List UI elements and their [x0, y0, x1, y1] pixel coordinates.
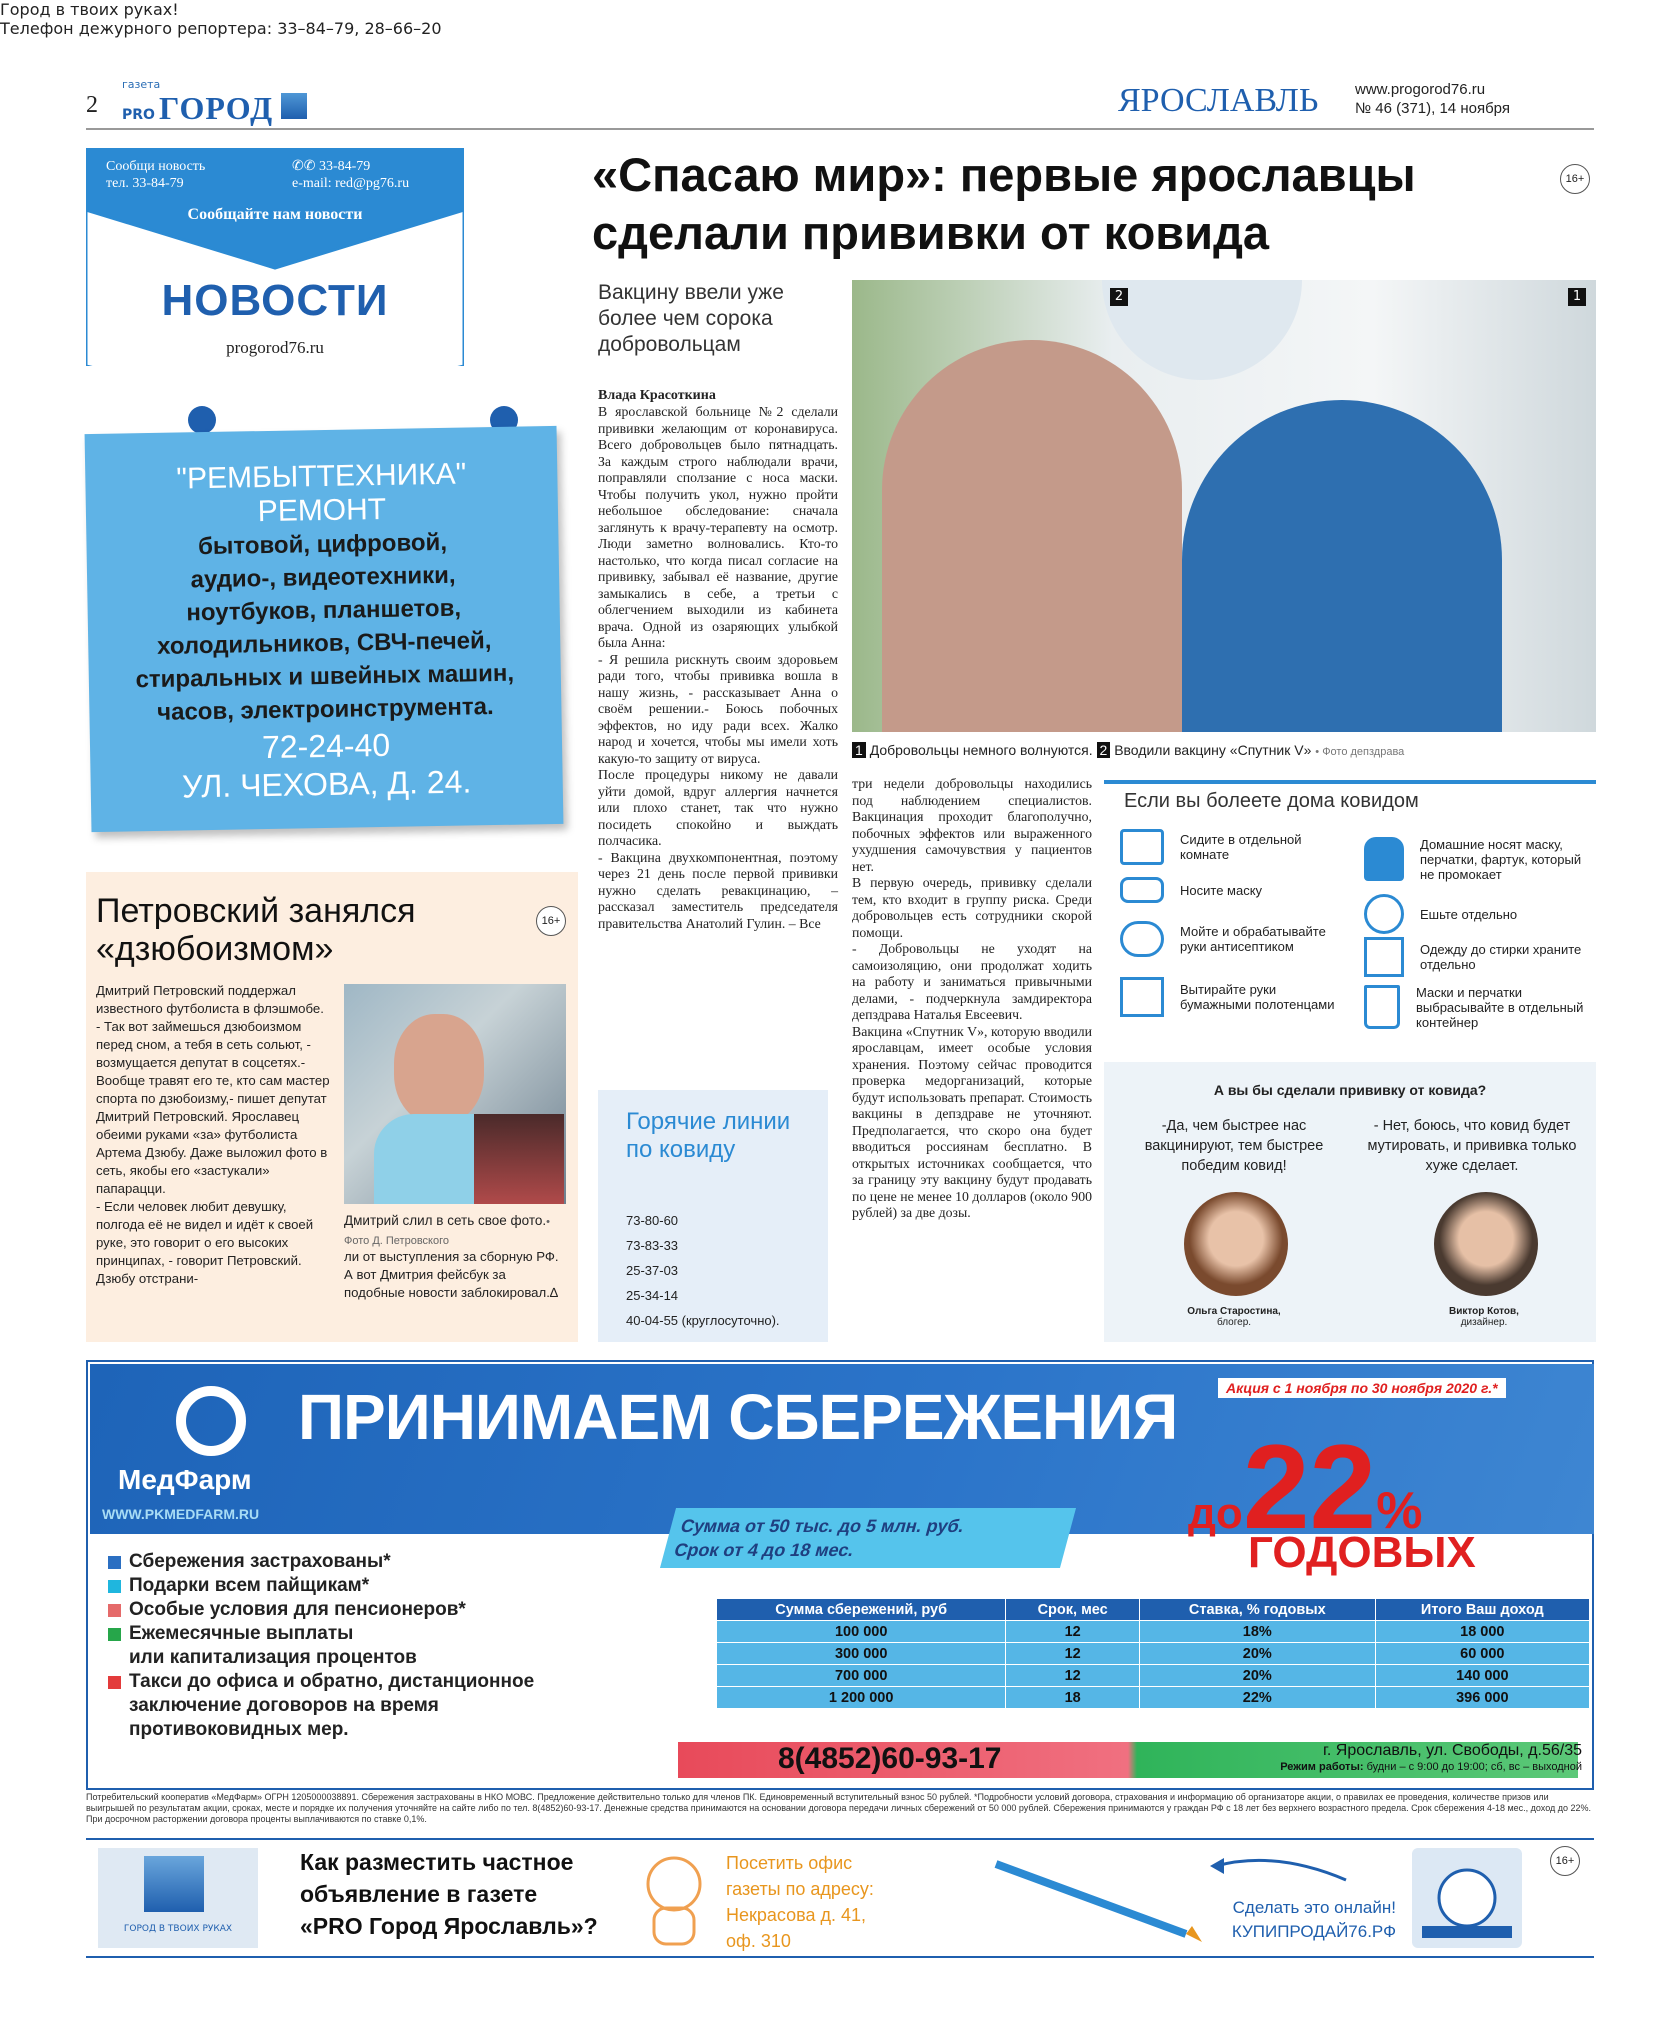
ad-phone[interactable]: 8(4852)60-93-17 — [778, 1742, 1002, 1775]
article-column-2: три недели добровольцы находились под наблюдением специалистов. Вакцинация проходит благополучно, побочных эффектов или выраженного ухудшения самочувствия у пациентов нет. В первую очередь, прививку сделали тем, кто входит в группу риска. Среди добровольцев есть сотрудники скорой помощи. - Добровольцы не уходят на самоизоляцию, они продолжат ходить на работу и заниматься привычными делами, - подчеркнула замдиректора депздрава Наталья Евсеевич. Вакцина «Спутник V», которую вводили ярославцам, имеет особые условия хранения. Поэтому сейчас проводится проверка медорганизаций, которые будут использовать препарат. Стоимость вакцины в депздраве не уточняют. Предполагается, что скоро она будет вводиться россиянам бесплатно. В открытых источниках сообщается, что за границу эту вакцину будут продавать по цене не менее 10 долларов (около 900 рублей) за две дозы. — [852, 776, 1092, 1220]
site-link[interactable]: www.progorod76.ru — [1355, 81, 1486, 98]
arrow-left-icon — [1196, 1850, 1356, 1890]
inset-photo — [1102, 280, 1302, 380]
volunteer-shape — [882, 340, 1182, 732]
bullet-square — [108, 1556, 121, 1569]
savings-table: Сумма сбережений, руб Срок, мес Ставка, % годовых Итого Ваш доход 100 000 12 18% 18 000 300 000 12 20% 60 000 700 000 12 20% 140 000 1 200 000 18 22% 396 000 — [716, 1598, 1590, 1709]
vaccination-photo: 2 1 — [852, 280, 1596, 732]
inset-photo — [474, 1114, 564, 1204]
messenger-icons: ✆✆ — [292, 159, 319, 174]
gloves-icon — [1364, 837, 1404, 881]
classified-promo[interactable] — [86, 1838, 1594, 1958]
masthead-tagline: Город в твоих руках! Телефон дежурного репортера: 33–84–79, 28–66–20 — [0, 0, 442, 38]
promo-question: Как разместить частное объявление в газете «PRO Город Ярославль»? — [300, 1849, 598, 1939]
home-covid-tips: Если вы болеете дома ковидом Сидите в отдельной комнате Носите маску Мойте и обрабатывайте руки антисептиком Вытирайте руки бумажными полотенцами Домашние носят маску, перчатки, фартук, который не промокает Ешьте отдельно Одежду до стирки храните отдельно Маски и перчатки выбрасывайте в отдельный контейнер — [1104, 780, 1596, 1002]
hotline-list: 73-80-60 73-83-33 25-37-03 25-34-14 40-04-55 (круглосуточно). — [626, 1213, 780, 1328]
bullet-square — [108, 1628, 121, 1641]
table-row: 300 000 12 20% 60 000 — [717, 1643, 1590, 1665]
towel-icon — [1120, 977, 1164, 1017]
face-shape — [394, 1014, 484, 1124]
city-buildings-icon — [281, 93, 307, 119]
vox-pop: А вы бы сделали прививку от ковида? -Да, чем быстрее нас вакцинируют, тем быстрее победим ковид! - Нет, боюсь, что ковид будет мутировать, и прививка только хуже сделает. Ольга Старостина, блогер. Виктор Котов, дизайнер. — [1104, 1062, 1596, 1342]
pencil-icon — [986, 1854, 1206, 1944]
petrovsky-photo — [344, 984, 566, 1204]
repair-ad[interactable]: "РЕМБЫТТЕХНИКА" РЕМОНТ бытовой, цифровой, аудио-, видеотехники, ноутбуков, планшетов, холодильников, СВЧ-печей, стиральных и швейных машин, часов, электроинструмента. 72-24-40 УЛ. ЧЕХОВА, Д. 24. — [85, 426, 564, 832]
respondent-photo — [1184, 1192, 1288, 1296]
city-buildings-icon — [144, 1856, 204, 1912]
article-headline: «Спасаю мир»: первые ярославцы сделали прививки от ковида — [592, 148, 1416, 259]
cat-laptop-icon — [1412, 1848, 1522, 1948]
bullet-square — [108, 1580, 121, 1593]
city-name: ЯРОСЛАВЛЬ — [1118, 82, 1319, 119]
age-rating-badge: 16+ — [1550, 1846, 1580, 1876]
article-lead: Вакцину ввели уже более чем сорока добровольцам — [598, 281, 784, 356]
newspaper-logo[interactable]: газета PRO ГОРОД — [122, 80, 352, 124]
ad-fine-print: Потребительский кооператив «МедФарм» ОГРН 1205000038891. Сбережения застрахованы в НКО МОВС. Предложение действительно только для членов ПК. Единовременный вступительный взнос 50 рублей. *Подробности условий договора, страхования и информацию об организаторе акции, о правилах ее проведения, количестве призов или выигрышей по результатам акции, сроках, месте и порядке их получения уточняйте на сайте либо по тел. 8(4852)60-93-17. Денежные средства принимаются на основании договора передачи личных сбережений от 50 000 рублей. Сбережения принимаются у граждан РФ с 18 лет без верхнего возрастного предела. Срок сбережения 4-18 мес., доход до 22%. При досрочном расторжении договора проценты выплачиваются по ставке 0,1%. — [86, 1792, 1592, 1824]
hotlines-box: Горячие линии по ковиду 73-80-60 73-83-33 25-37-03 25-34-14 40-04-55 (круглосуточно). — [598, 1090, 828, 1342]
office-address: Посетить офис газеты по адресу: Некрасова д. 41, оф. 310 — [726, 1853, 874, 1951]
age-rating-badge: 16+ — [536, 906, 566, 936]
petrovsky-article: Петровский занялся «дзюбоизмом» 16+ Дмитрий Петровский поддержал известного футболиста в флэшмобе. - Так вот займешься дзюбоизмом перед сном, а тебя в сеть сольют, - возмущается депутат в соцсетях.- Вообще травят его те, кто сам мастер спорта по дзюбоизму,- пишет депутат Дмитрий Петровский. Ярославец обеими руками «за» футболиста Артема Дзюбу. Даже выложил фото в сеть, якобы его «застукали» папарацци. - Если человек любит девушку, полгода её не видел и идёт к своей руке, это говорит о его высоких принципах, - говорит Петровский. Дзюбу отстрани- Дмитрий слил в сеть свое фото.• Фото Д. Петровского ли от выступления за сборную РФ. А вот Дмитрия фейсбук за подобные новости заблокировал.∆ — [86, 872, 578, 1342]
nurse-shape — [1182, 400, 1502, 732]
ad-bullets: Сбережения застрахованы* Подарки всем пайщикам* Особые условия для пенсионеров* Ежемесячные выплаты или капитализация процентов Такси до офиса и обратно, дистанционное заключение договоров на время противоковидных мер. — [108, 1550, 578, 1742]
trash-bin-icon — [1364, 985, 1400, 1029]
masthead-rule — [86, 128, 1594, 130]
table-row: 700 000 12 20% 140 000 — [717, 1665, 1590, 1687]
news-tip-box: Сообщи новость тел. 33-84-79 ✆✆ 33-84-79 e-mail: red@pg76.ru Сообщайте нам новости НОВОСТИ progorod76.ru — [86, 148, 464, 366]
mask-icon — [1120, 877, 1164, 903]
news-title: НОВОСТИ — [161, 276, 389, 325]
online-link[interactable]: Сделать это онлайн! КУПИПРОДАЙ76.РФ — [1231, 1898, 1396, 1941]
news-site-link[interactable]: progorod76.ru — [226, 338, 324, 357]
ad-headline: ПРИНИМАЕМ СБЕРЕЖЕНИЯ — [298, 1381, 1178, 1453]
table-row: 1 200 000 18 22% 396 000 — [717, 1687, 1590, 1709]
medfarm-logo-icon — [176, 1386, 246, 1456]
photo-caption: 1 Добровольцы немного волнуются. 2 Вводили вакцину «Спутник V» • Фото депздрава — [852, 742, 1404, 758]
wash-hands-icon — [1120, 921, 1164, 957]
plate-icon — [1364, 894, 1404, 934]
email-link[interactable]: e-mail: red@pg76.ru — [292, 176, 410, 191]
article-column-1: В ярославской больнице №2 сделали прививки желающим от коронавируса. Всего добровольцев было пятнадцать. За каждым строго наблюдали врачи, поправляли сползание с носа маски. Чтобы получить укол, нужно пройти небольшое обследование: сначала заглянуть к врачу-терапевту на осмотр. Люди заметно волновались. Кто-то настолько, что когда писал согласие на прививку, забывал её название, другие замыкались в себе, а третьи с облегчением выходили из кабинета врача. Одной из озаряющих улыбкой была Анна: - Я решила рискнуть своим здоровьем ради того, чтобы прививка вошла в нашу жизнь, - рассказывает Анна о своём решении.- Боюсь побочных эффектов, но иду ради всех. Жалко народ и хочется, чтобы мы имели хоть какую-то защиту от вируса. После процедуры никому не давали уйти домой, вдруг аллергия начнется или плохо станет, так что нужно посидеть спокойно и выждать полчасика. - Вакцина двухкомпонентная, поэтому через 21 день после первой прививки нужно сделать ревакцинацию, – рассказал заместитель председателя правительства Анатолий Гулин. – Все — [598, 404, 838, 931]
page-number: 2 — [86, 92, 98, 118]
cat-mascot-icon — [634, 1850, 714, 1950]
issue-info: www.progorod76.ru № 46 (371), 14 ноября — [1355, 81, 1510, 117]
house-icon — [1120, 829, 1164, 865]
age-rating-badge: 16+ — [1560, 164, 1590, 194]
clothes-icon — [1364, 937, 1404, 977]
rate-display: до22% ГОДОВЫХ — [1188, 1420, 1476, 1577]
respondent-photo — [1434, 1192, 1538, 1296]
medfarm-ad[interactable]: МедФарм WWW.PKMEDFARM.RU ПРИНИМАЕМ СБЕРЕЖЕНИЯ Акция с 1 ноября по 30 ноября 2020 г.* Сумма от 50 тыс. до 5 млн. руб. Срок от 4 до 18 мес. до22% ГОДОВЫХ Сбережения застрахованы* Подарки всем пайщикам* Особые условия для пенсионеров* Ежемесячные выплаты или капитализация процентов Такси до офиса и обратно, дистанционное заключение договоров на время противоковидных мер. Сумма сбережений, руб Срок, мес Ставка, % годовых Итого Ваш доход 100 000 12 18% 18 000 300 000 12 20% 60 000 700 000 12 20% 140 000 1 200 000 18 22% 396 000 8(4852)60-93-17 г. Ярославль, ул. Свободы, д.56/35 Режим работы: будни – с 9:00 до 19:00; сб, вс – выходной — [86, 1360, 1594, 1790]
bullet-square — [108, 1676, 121, 1689]
table-row: 100 000 12 18% 18 000 — [717, 1621, 1590, 1643]
newspaper-logo-image: ГОРОД В ТВОИХ РУКАХ — [98, 1848, 258, 1948]
ad-site-link[interactable]: WWW.PKMEDFARM.RU — [102, 1506, 260, 1522]
article-author: Влада Красоткина — [598, 388, 716, 403]
bullet-square — [108, 1604, 121, 1617]
